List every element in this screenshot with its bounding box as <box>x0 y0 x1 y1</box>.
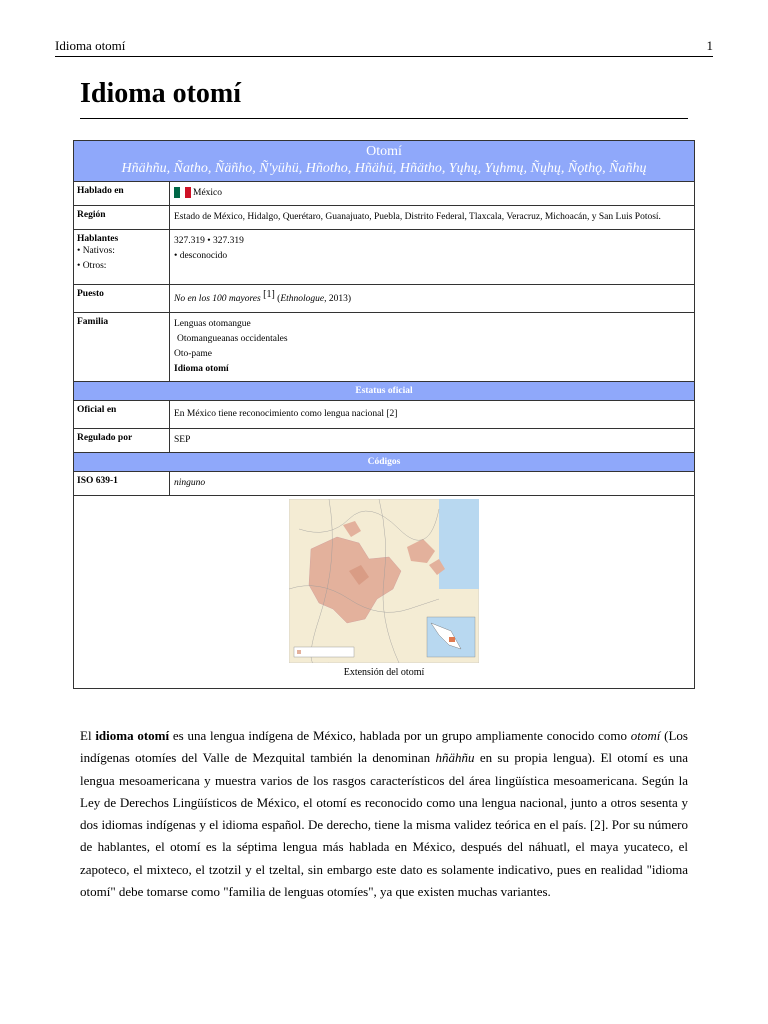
page-title: Idioma otomí <box>80 78 241 109</box>
label-iso: ISO 639-1 <box>74 472 170 495</box>
value-rank: No en los 100 mayores <box>174 294 261 305</box>
map-cell <box>74 496 694 688</box>
running-header <box>55 38 713 57</box>
label-region: Región <box>74 206 170 229</box>
rank-source: Ethnologue <box>280 294 325 305</box>
infobox-native-names: Hñähñu, Ñatho, Ñäñho, Ñ'yühü, Hñotho, Hñähü, Hñätho, Yųhų, Yųhmų, Ñųhų, Ñǫthǫ, Ñañhų <box>121 161 647 176</box>
family-2[interactable]: Otomangueanas occidentales <box>177 334 288 344</box>
label-native: • Nativos: <box>77 246 115 256</box>
title-divider <box>80 118 688 119</box>
row-speakers <box>74 230 694 285</box>
infobox-title: Otomí <box>366 144 402 159</box>
section-codes: Códigos <box>74 453 694 472</box>
row-rank: Puesto No en los 100 mayores [1] (Ethnologue, 2013) <box>74 285 694 313</box>
label-other: • Otros: <box>77 261 107 271</box>
value-region: Estado de México, Hidalgo, Querétaro, Guanajuato, Puebla, Distrito Federal, Tlaxcala, Veracruz, Michoacán, y San Luis Potosí. <box>174 212 661 222</box>
label-speakers: Hablantes <box>77 234 119 244</box>
row-family <box>74 313 694 382</box>
value-speakers: 327.319 • 327.319 <box>174 236 244 246</box>
row-region <box>74 206 694 230</box>
rank-year: , 2013) <box>324 294 352 305</box>
page-number: 1 <box>706 38 713 53</box>
label-rank: Puesto <box>74 285 170 312</box>
section-official: Estatus oficial <box>74 382 694 401</box>
family-4: Idioma otomí <box>174 364 229 374</box>
family-3[interactable]: Oto-pame <box>174 349 212 359</box>
family-1[interactable]: Lenguas otomangue <box>174 319 251 329</box>
row-regulated <box>74 429 694 453</box>
article-paragraph: El idioma otomí es una lengua indígena de México, hablada por un grupo ampliamente conocido como otomí (Los indígenas otomíes del Valle de Mezquital también la denominan hñähñu en su propia lengua). El otomí es una lengua mesoamericana y muestra varios de los rasgos característicos del área lingüística mesoamericana. Según la Ley de Derechos Lingüísticos de México, el otomí es reconocido como una lengua nacional, junto a otros sesenta y dos idiomas indígenas y el idioma español. De derecho, tiene la misma validez teórica en el país. [2]. Por su número de hablantes, el otomí es la séptima lengua más hablada en México, después del náhuatl, el maya yucateco, el zapoteco, el mixteco, el tzotzil y el tzeltal, sin embargo este dato es solamente indicativo, pues en realidad "idioma otomí" debe tomarse como "familia de lenguas otomíes", ya que existen muchas variantes. <box>80 728 688 900</box>
value-other: • desconocido <box>174 251 228 261</box>
mexico-flag-icon <box>174 187 191 198</box>
infobox <box>73 140 695 689</box>
value-iso: ninguno <box>174 478 206 488</box>
value-official: En México tiene reconocimiento como lengua nacional [2] <box>174 409 398 419</box>
label-official: Oficial en <box>74 401 170 428</box>
link-mexico[interactable]: México <box>193 188 223 198</box>
row-spoken <box>74 182 694 206</box>
italic-term-native: hñähñu <box>435 750 475 766</box>
label-family: Familia <box>74 313 170 381</box>
otomi-extent-map[interactable] <box>289 499 479 663</box>
map-caption: Extensión del otomí <box>343 667 425 678</box>
rank-ref[interactable]: [1] <box>263 289 275 300</box>
bold-term: idioma otomí <box>95 728 170 743</box>
running-title: Idioma otomí <box>55 38 126 53</box>
row-official <box>74 401 694 429</box>
row-iso <box>74 472 694 496</box>
label-regulated: Regulado por <box>74 429 170 452</box>
label-spoken: Hablado en <box>74 182 170 205</box>
italic-term: otomí <box>630 728 661 743</box>
value-regulated: SEP <box>174 435 191 445</box>
infobox-header <box>74 141 694 182</box>
